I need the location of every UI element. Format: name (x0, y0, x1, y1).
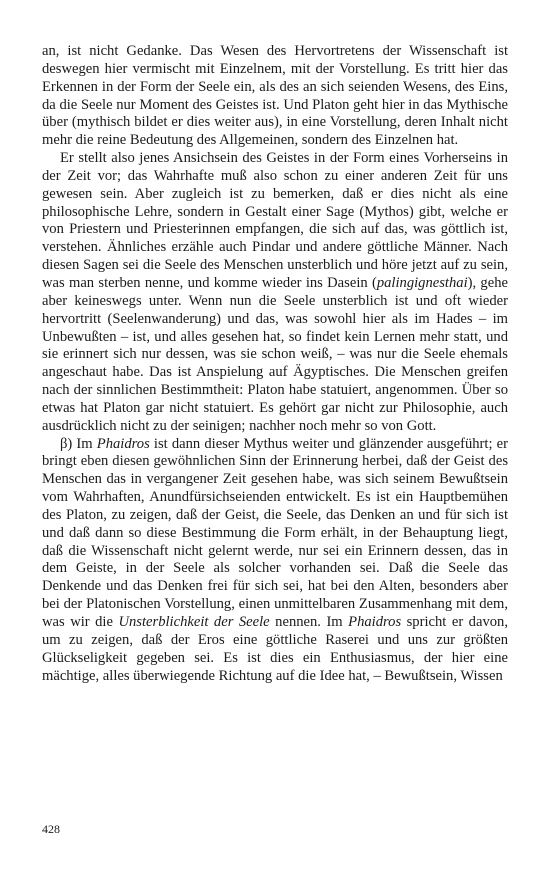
book-page (42, 43, 508, 685)
paragraph-1-run-1: an, ist nicht Gedanke. Das Wesen des Hervortretens der Wissenschaft ist deswegen hier vermischt mit Einzelnem, mit der Vorstellung. Es tritt hier das Erkennen in der Form der Seele ein, als des an sich seienden Wesens, des Eins, da die Seele nur Moment des Geistes ist. Und Platon geht hier in das Mythische über (mythisch bildet er dies weiter aus), in eine Vorstellung, deren Inhalt nicht mehr die reine Bedeutung des Allgemeinen, sondern des Einzelnen hat. (42, 43, 508, 149)
paragraph-2-run-3: ), gehe aber keineswegs unter. Wenn nun die Seele unsterblich ist und oft wieder hervortritt (Seelenwanderung) und das, was sowohl hier als im Hades – im Unbewußten – ist, und alles gesehen hat, so findet kein Lernen mehr statt, und sie erinnert sich nur dessen, was sie schon weiß, – was nur die Seele ehemals angeschaut habe. Das ist Anspielung auf Ägyptisches. Die Menschen greifen nach der sinnlichen Bestimmtheit: Platon habe statuiert, angenommen. Über so etwas hat Platon gar nicht statuiert. Es gehört gar nicht zur Philosophie, auch ausdrücklich nicht zu der seinigen; nachher noch mehr so von Gott. (42, 274, 508, 434)
page-number: 428 (42, 822, 60, 836)
paragraph-3-run-6-italic: Phaidros (348, 614, 402, 630)
paragraph-2 (42, 150, 508, 436)
paragraph-3-run-2-italic: Phaidros (96, 435, 150, 452)
paragraph-3-run-4-italic: Unsterblichkeit der Seele (118, 614, 270, 630)
paragraph-1 (42, 43, 508, 150)
paragraph-3-run-7: spricht er davon, um zu zeigen, daß der Eros eine göttliche Raserei und uns zur größten Glückseligkeit gegeben sei. Es ist dies ein Enthusiasmus, der hier eine mächtige, alles überwiegende Richtung auf die Idee hat, – Bewußtsein, Wissen (42, 614, 508, 684)
paragraph-2-run-2-italic: palingignesthai (376, 274, 468, 291)
paragraph-3-run-3: ist dann dieser Mythus weiter und glänzender ausgeführt; er bringt eben diesen gewöhnlichen Sinn der Erinnerung herbei, daß der Geist des Menschen das in vergangener Zeit gesehen habe, was sich seinem Bewußtsein vom Wahrhaften, Anundfürsichseienden entwickelt. Es ist ein Hauptbemühen des Platon, zu zeigen, daß der Geist, die Seele, das Denken an und für sich ist und daß dann so diese Bestimmung die Form erhält, in der Behauptung liegt, daß die Wissenschaft nicht gelernt werde, nur sei ein Erinnern dessen, das in dem Geiste, in der Seele als solcher vorhanden sei. Daß die Seele das Denkende und das Denken frei für sich sei, hat bei den Alten, besonders aber bei der Platonischen Vorstellung, einen unmittelbaren Zusammenhang mit dem, was wir die (42, 435, 508, 630)
paragraph-2-run-1: Er stellt also jenes Ansichsein des Geistes in der Form eines Vorherseins in der Zeit vor; das Wahrhafte muß also schon zu einer anderen Zeit für uns gewesen sein. Aber zugleich ist zu bemerken, daß er dies nicht als eine philosophische Lehre, sondern in Gestalt einer Sage (Mythos) gibt, welche er von Priestern und Priesterinnen empfangen, die sich auf das, was göttlich ist, verstehen. Ähnliches erzähle auch Pindar und andere göttliche Männer. Nach diesen Sagen sei die Seele des Menschen unsterblich und höre jetzt auf zu sein, was man sterben nenne, und komme wieder ins Dasein ( (42, 150, 508, 291)
paragraph-3 (42, 436, 508, 686)
paragraph-3-run-5: nennen. Im (269, 614, 349, 630)
paragraph-3-run-1: β) Im (60, 435, 97, 452)
